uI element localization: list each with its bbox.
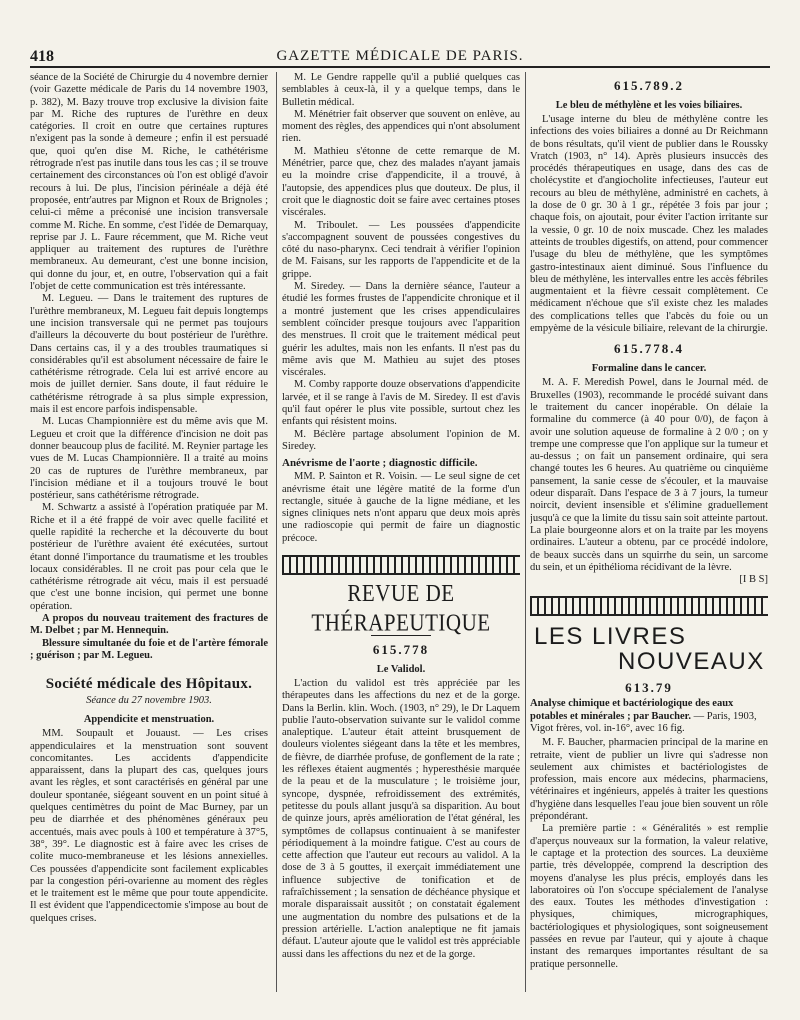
entry-number-methylene: 615.789.2 (614, 78, 684, 93)
book-publication-info: — Paris, 1903, Vigot frères, vol. in-16°, avec 16 fig. (530, 710, 757, 734)
paragraph-siredey: M. Siredey. — Dans la dernière séance, l'auteur a étudié les formes frustes de l'appendicite chronique et il a montré justement que les crises appendiculaires semblent coïncider presque toujours avec l'apparition des menstrues. Il croit que le traitement médical peut guérir les adultes, mais non les enfants. Il n'est pas du même avis que M. Mathieu au sujet des ptoses viscérales. (282, 281, 520, 379)
paragraph-beclere: M. Béclère partage absolument l'opinion de M. Siredey. (282, 428, 520, 452)
subhead-anevrisme: Anévrisme de l'aorte ; diagnostic difficile. (282, 457, 478, 470)
paragraph-contenu-livre: La première partie : « Généralités » est remplie d'aperçus nouveaux sur la formation, la valeur relative, le captage et la protection des sources. La deuxième partie, très développée, comprend la description des moyens d'analyse les plus précis, employés dans les laboratoires où l'on s'occupe spécialement de l'analyse des eaux. Toutes les méthodes d'investigation : physiques, chimiques, micrographiques, bactériologiques et physiologiques, sont soigneusement passées en revue par l'auteur, qui y ajoute à chaque instant des remarques importantes résultant de sa pratique personnelle. (530, 823, 768, 970)
journal-title: GAZETTE MÉDICALE DE PARIS. (276, 48, 524, 64)
paragraph-soupault: MM. Soupault et Jouaust. — Les crises appendiculaires et la menstruation sont souvent concomitantes. Les accidents d'appendicite apparaissent, dans la plupart des cas, quelques jours avant les règles, et sont caractérisés en général par une douleur spontanée, siégeant souvent en un point situé à quelques centimètres du point de Mac Burney, par un peu de diarrhée et des phénomènes généraux peu accentués, mais avec pouls à 100 et température à 37°5, 38°, 39°. Le diagnostic est à faire avec les crises de colite muco-membraneuse et les lésions annexielles. Ces poussées d'appendicite sont facilement explicables par la congestion péri-ovarienne au moment des règles et le traitement est le même que pour toute appendicite. Il est évident que l'appendicectomie s'impose au bout de quelques crises. (30, 728, 268, 924)
paragraph-bazy: séance de la Société de Chirurgie du 4 novembre dernier (voir Gazette médicale de Paris du 14 novembre 1903, p. 382), M. Bazy trouve trop exclusive la division faite par M. Riche des ruptures de l'urèthre en deux catégories. Il croit en outre que certaines ruptures n'exigent pas la sonde à demeure ; enfin il est persuadé que, quoi qu'en dise M. Riche, le cathétérisme rétrograde n'est pas inutile dans tous les cas ; il se trouve certainement des circonstances où l'on est obligé d'avoir recours à lui. De plus, l'incision périnéale a déjà été proposée, entr'autres par Mignon et Roux de Brignoles ; celui-ci même a préconisé une incision transversale comme M. Riche. En somme, c'est l'idée de Demarquay, reprise par J. L. Faure récemment, que M. Riche veut appliquer au traitement des ruptures de l'urèthre membraneux. Au demeurant, c'est une bonne incision, qui donne du jour, et, en outre, l'observation qui a fait l'objet de cette communication est très intéressante. (30, 72, 268, 293)
column-left (30, 72, 268, 1012)
paragraph-mathieu: M. Mathieu s'étonne de cette remarque de M. Ménétrier, parce que, chez des malades n'ayant jamais eu la moindre crise d'appendicite, il a trouvé, à l'autopsie, des appendices plus que douteux. De plus, il croit que le diagnostic doit se faire avec certaines ptoses viscérales. (282, 145, 520, 219)
communication-title-hennequin: A propos du nouveau traitement des fractures de M. Delbet ; par M. Hennequin. (30, 613, 268, 637)
paragraph-legueu: M. Legueu. — Dans le traitement des ruptures de l'urèthre membraneux, M. Legueu fait depuis longtemps une incision transversale qui ne permet pas toujours d'ailleurs la découverte du bout postérieur de l'urèthre. Dans certains cas, il y a des troubles traumatiques si considérables qu'il est absolument nécessaire de faire le cathétérisme rétrograde. Cela lui est arrivé encore au mois de juillet dernier. Sans doute, il faut réduire le cathétérisme rétrograde à sa plus simple expression, mais il est encore parfois indispensable. (30, 293, 268, 416)
paragraph-triboulet: M. Triboulet. — Les poussées d'appendicite s'accompagnent souvent de poussées congestives du côté du naso-pharynx. Ceci tendrait à vérifier l'opinion de M. Faisans, sur les rapports de l'appendicite et de la grippe. (282, 219, 520, 280)
paragraph-championniere: M. Lucas Championnière est du même avis que M. Legueu et croit que la différence d'incision ne doit pas donner beaucoup plus de facilité. M. Reynier partage les vues de M. Lucas Championnière. Il a traité au moins 20 cas de ruptures de l'urèthre membraneux, par l'incision médiane et il a toujours trouvé le bout postérieur, sans cathétérisme rétrograde. (30, 416, 268, 502)
paragraph-formaline: M. A. F. Meredish Powel, dans le Journal méd. de Bruxelles (1903), recommande le procédé suivant dans le traitement du cancer inopérable. On délaie la formaline du commerce (à 40 pour 0/0), de façon à avoir une solution aqueuse de formaline à 2 0/0 ; on y trempe une compresse que l'on applique sur la tumeur et au-dessus ; on fait un pansement ordinaire, qui sera changé toutes les 6 heures. Au quatrième ou cinquième pansement, la sanie cesse de s'écouler, et la mauvaise odeur disparaît. Dans l'espace de 3 à 7 jours, la tumeur noircit, devient insensible et s'élimine graduellement jusqu'à ce que la limite du tissu sain soit atteinte partout. La plaie bourgeonne alors et on la traite par les moyens ordinaires. L'auteur a obtenu, par ce procédé indolore, de beaux succès dans un squirrhe du sein, un sarcome du sein, et un épithélioma récidivant de la lèvre. (530, 377, 768, 573)
entry-title-formaline: Formaline dans le cancer. (591, 363, 707, 375)
column-right (530, 72, 768, 1012)
section-title-line-2: NOUVEAUX (618, 648, 765, 676)
entry-number-validol: 615.778 (372, 641, 430, 657)
book-title: Analyse chimique et bactériologique des eaux potables et minérales ; par Baucher. (530, 698, 734, 722)
entry-title-methylene: Le bleu de méthylène et les voies biliaires. (555, 100, 743, 111)
entry-title-validol: Le Validol. (376, 663, 426, 675)
book-reference (530, 698, 768, 735)
section-title-therapeutique: REVUE DE THÉRAPEUTIQUE (311, 578, 491, 637)
paragraph-sainton: MM. P. Sainton et R. Voisin. — Le seul signe de cet anévrisme était une légère matité de la forme d'un rectangle, située à gauche de la ligne médiane, et les signes cliniques nets n'ont apparu que deux mois après une radioscopie qui permit de faire un diagnostic précoce. (282, 471, 520, 544)
ornamental-band (282, 555, 520, 575)
meeting-date: Séance du 27 novembre 1903. (86, 695, 212, 707)
paragraph-methylene: L'usage interne du bleu de méthylène contre les infections des voies biliaires a donné au Dr Reichmann de bons résultats, qu'il vient de publier dans le Roussky Vratch (1903, n° 14). Après plusieurs insuccès des procédés thérapeutiques en usage, dans des cas de cholécystite et d'angiocholite infectieuses, l'auteur eut recours au bleu de méthylène, administré en cachets, à la dose de 0 gr. 30 à 1 gr., répétée 3 fois par jour ; chaque fois, on ajoutait, pour éviter l'action irritante sur la vessie, 0 gr. 10 de noix muscade. Chez les malades atteints de troubles digestifs, on attend, pour commencer l'usage du bleu de méthylène, que les symptômes gastro-intestinaux aient diminué. Sous l'influence du bleu de méthylène, les intervalles entre les accès fébriles augmentaient et la fièvre cessait complètement. Ce médicament n'échoue que s'il existe chez les malades des complications telles que l'abcès du foie ou un empyème de la vésicule biliaire, relevant de la chirurgie. (530, 114, 768, 335)
paragraph-schwartz: M. Schwartz a assisté à l'opération pratiquée par M. Riche et il a été frappé de voir avec quelle facilité et quelle rapidité la recherche et la découverte du bout postérieur de l'urèthre avaient été exécutées, surtout étant donné l'importance du traumatisme et les troubles locaux considérables. Il ne croit pas pour cela que le cathétérisme rétrograde ait vécu, mais il est persuadé que c'est une bonne incision, qui permet une bonne opération. (30, 502, 268, 612)
signature: [I B S] (739, 574, 768, 586)
column-middle (282, 72, 520, 1012)
paragraph-baucher: M. F. Baucher, pharmacien principal de la marine en retraite, vient de publier un livre qui s'adresse non seulement aux chimistes et bactériologistes de profession, mais encore aux médecins, pharmaciens, vétérinaires et ingénieurs, appelés à traiter les questions d'hygiène dans lesquelles l'eau joue bien souvent un rôle prépondérant. (530, 737, 768, 823)
subhead-appendicite: Appendicite et menstruation. (83, 714, 215, 726)
communication-title-legueu: Blessure simultanée du foie et de l'artère fémorale ; guérison ; par M. Legueu. (30, 637, 268, 661)
ornamental-band (530, 596, 768, 616)
header-rule (30, 66, 770, 68)
entry-number-livre: 613.79 (625, 680, 673, 696)
paragraph-le-gendre: M. Le Gendre rappelle qu'il a publié quelques cas semblables à ceux-là, il y a quelque temps, dans le Bulletin médical. (282, 72, 520, 108)
paragraph-menetrier: M. Ménétrier fait observer que souvent on enlève, au moment des règles, des appendices qui n'ont absolument rien. (282, 108, 520, 145)
column-divider-1 (276, 72, 277, 992)
paragraph-comby: M. Comby rapporte douze observations d'appendicite larvée, et il se range à l'avis de M. Siredey. Il est d'avis qu'il faut opérer le plus vite possible, surtout chez les enfants qui résistent moins. (282, 379, 520, 428)
paragraph-validol: L'action du validol est très appréciée par les thérapeutes dans les affections du nez et de la gorge. Dans la Berlin. klin. Woch. (1903, n° 29), le Dr Laquem publie l'auto-observation suivante sur le validol comme analeptique. L'auteur était atteint brusquement de douleurs violentes siégeant dans la tête et les membres, de fièvre, de diarrhée profuse, de gonflement de la rate ; les réflexes étaient augmentés ; hyperesthésie marquée de la peau et de la musculature ; le troisième jour, syncope, dyspnée, refroidissement des extrémités, petitesse du pouls allant jusqu'à sa disparition. Au bout de quinze jours, après amélioration de l'état général, les symptômes de collapsus continuaient à se manifester périodiquement à la moindre fatigue. C'est au cours de cette affection que l'auteur eut recours au validol. A la dose de 3 à 5 gouttes, il exerçait immédiatement une influence subjective de tonification et de rafraîchissement ; la sensation de déchéance physique et morale disparaissait aussitôt ; on constatait également une augmentation du nombre des pulsations et de la pression artérielle. L'action analeptique ne fit jamais défaut. L'auteur ajoute que le validol est très appréciable aussi dans les affections du nez et de la gorge. (282, 677, 520, 960)
section-title-livres (530, 624, 768, 674)
section-title-hopitaux: Société médicale des Hôpitaux. (45, 676, 253, 693)
page-number: 418 (30, 48, 54, 65)
entry-number-formaline: 615.778.4 (614, 341, 684, 357)
column-divider-2 (525, 72, 526, 992)
section-title-line-1: LES LIVRES (534, 623, 687, 651)
running-header (30, 48, 770, 64)
